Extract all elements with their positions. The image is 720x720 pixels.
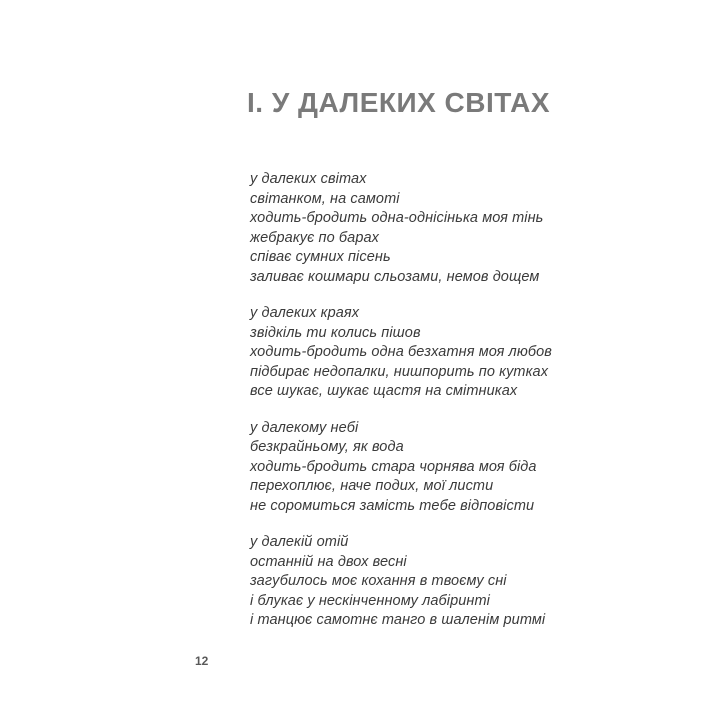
page-number: 12 bbox=[195, 654, 209, 668]
stanza bbox=[250, 170, 552, 287]
poem-line: у далекій отій bbox=[250, 534, 349, 550]
poem-line: загубилось моє кохання в твоєму сні bbox=[250, 573, 507, 589]
poem-line: і танцює самотнє танго в шаленім ритмі bbox=[250, 612, 546, 628]
poem-line: у далеких краях bbox=[250, 305, 360, 321]
stanza bbox=[250, 419, 552, 517]
poem-line: світанком, на самоті bbox=[250, 190, 400, 207]
poem-line: не соромиться замість тебе відповісти bbox=[250, 497, 535, 514]
poem-line: жебракує по барах bbox=[250, 229, 380, 246]
poem-line: заливає кошмари сльозами, немов дощем bbox=[250, 268, 540, 285]
poem-line: підбирає недопалки, нишпорить по кутках bbox=[250, 363, 549, 380]
poem-line: співає сумних пісень bbox=[250, 249, 391, 265]
poem-line: ходить-бродить одна-однісінька моя тінь bbox=[250, 210, 544, 226]
poem-line: звідкіль ти колись пішов bbox=[250, 324, 421, 341]
poem-line: перехоплює, наче подих, мої листи bbox=[250, 478, 494, 494]
poem-line: останній на двох весні bbox=[250, 553, 407, 570]
section-title: І. У ДАЛЕКИХ СВІТАХ bbox=[247, 86, 550, 118]
poem-line: все шукає, шукає щастя на смітниках bbox=[250, 383, 518, 399]
poem bbox=[250, 170, 552, 631]
poem-line: ходить-бродить одна безхатня моя любов bbox=[250, 344, 552, 360]
stanza bbox=[250, 304, 552, 402]
poem-line: і блукає у нескінченному лабіринті bbox=[250, 592, 491, 609]
poem-line: ходить-бродить стара чорнява моя біда bbox=[250, 458, 537, 475]
stanza bbox=[250, 533, 552, 631]
poem-line: безкрайньому, як вода bbox=[250, 439, 404, 455]
poem-line: у далекому небі bbox=[250, 419, 359, 436]
poem-line: у далеких світах bbox=[250, 171, 367, 187]
